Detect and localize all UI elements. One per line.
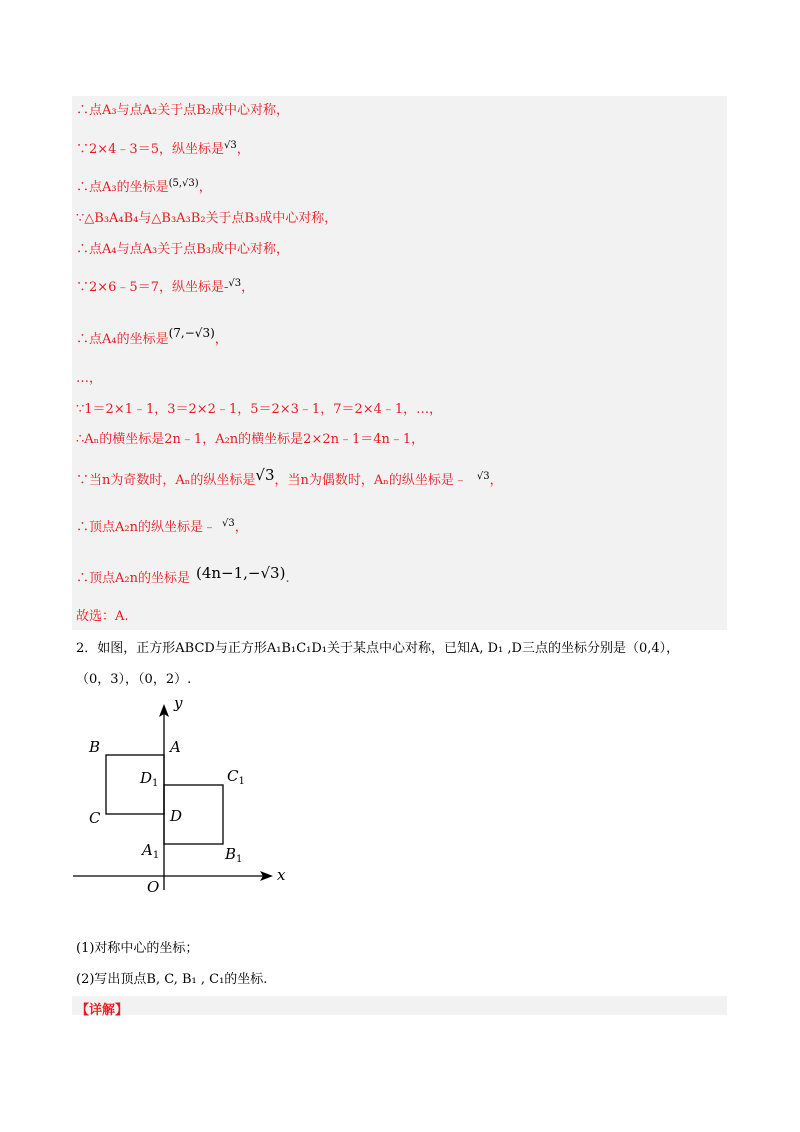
y-axis-label: y [174, 694, 183, 712]
sub-question-1: (1)对称中心的坐标； [76, 941, 199, 956]
solution-line-13: ∴顶点A₂n的坐标是 (4n−1,−√3). [76, 564, 290, 586]
point-b-label: B [89, 738, 101, 756]
sqrt3-math: √3 [223, 140, 237, 151]
sqrt3-math: √3 [255, 466, 275, 484]
detail-bar [72, 996, 727, 1015]
point-a1-label: $A_1$ [142, 841, 160, 861]
solution-line-6: ∵2×6﹣5＝7，纵坐标是-$^{√3}$， [76, 278, 255, 295]
coordinate-figure [70, 690, 300, 895]
sqrt3-math: √3 [228, 278, 242, 289]
question-text-line-1: 2．如图，正方形ABCD与正方形A₁B₁C₁D₁关于某点中心对称，已知A, D₁ ,D三点的坐标分别是（0,4）， [76, 641, 680, 656]
point-a-label: A [170, 738, 181, 756]
a3-coordinate: (5,√3) [168, 178, 199, 189]
solution-line-1: ∴点A₃与点A₂关于点B₂成中心对称， [76, 103, 289, 118]
point-d-label: D [170, 807, 183, 825]
point-d1-label: $D_1$ [140, 769, 159, 789]
x-axis-label: x [277, 866, 286, 884]
point-b1-label: $B_1$ [225, 845, 243, 865]
solution-line-4: ∵△B₃A₄B₄与△B₃A₃B₂关于点B₃成中心对称， [76, 211, 338, 226]
solution-line-5: ∴点A₄与点A₃关于点B₃成中心对称， [76, 242, 289, 257]
origin-label: O [147, 878, 160, 895]
solution-line-3: ∴点A₃的坐标是$^{(5,√3)}$， [76, 178, 212, 195]
solution-line-12: ∴顶点A₂n的纵坐标是﹣ $^{√3}$， [76, 518, 248, 535]
solution-answer: 故选：A. [76, 609, 129, 624]
solution-line-11: ∵当n为奇数时，Aₙ的纵坐标是√3，当n为偶数时，Aₙ的纵坐标是﹣ $^{√3}$， [76, 466, 503, 488]
sub-question-2: (2)写出顶点B, C, B₁ , C₁的坐标. [76, 972, 268, 987]
question-text-line-2: （0，3），（0，2）. [76, 672, 192, 687]
solution-line-9: ∵1＝2×1﹣1，3＝2×2﹣1，5＝2×3﹣1，7＝2×4﹣1，…， [76, 402, 443, 417]
sqrt3-math: √3 [476, 471, 490, 482]
solution-line-10: ∴Aₙ的横坐标是2n﹣1，A₂n的横坐标是2×2n﹣1＝4n﹣1， [76, 432, 425, 447]
solution-line-2: ∵2×4﹣3＝5，纵坐标是$^{√3}$， [76, 140, 250, 157]
point-c1-label: $C_1$ [227, 767, 245, 787]
point-c-label: C [89, 809, 101, 827]
solution-line-8: …， [76, 371, 103, 386]
sqrt3-math: √3 [221, 518, 235, 529]
detail-label: 【详解】 [76, 1003, 129, 1018]
solution-line-7: ∴点A₄的坐标是(7,−√3)， [76, 326, 228, 347]
solution-box [72, 96, 727, 630]
a4-coordinate: (7,−√3) [168, 326, 215, 340]
a2n-coordinate: (4n−1,−√3) [195, 564, 286, 582]
